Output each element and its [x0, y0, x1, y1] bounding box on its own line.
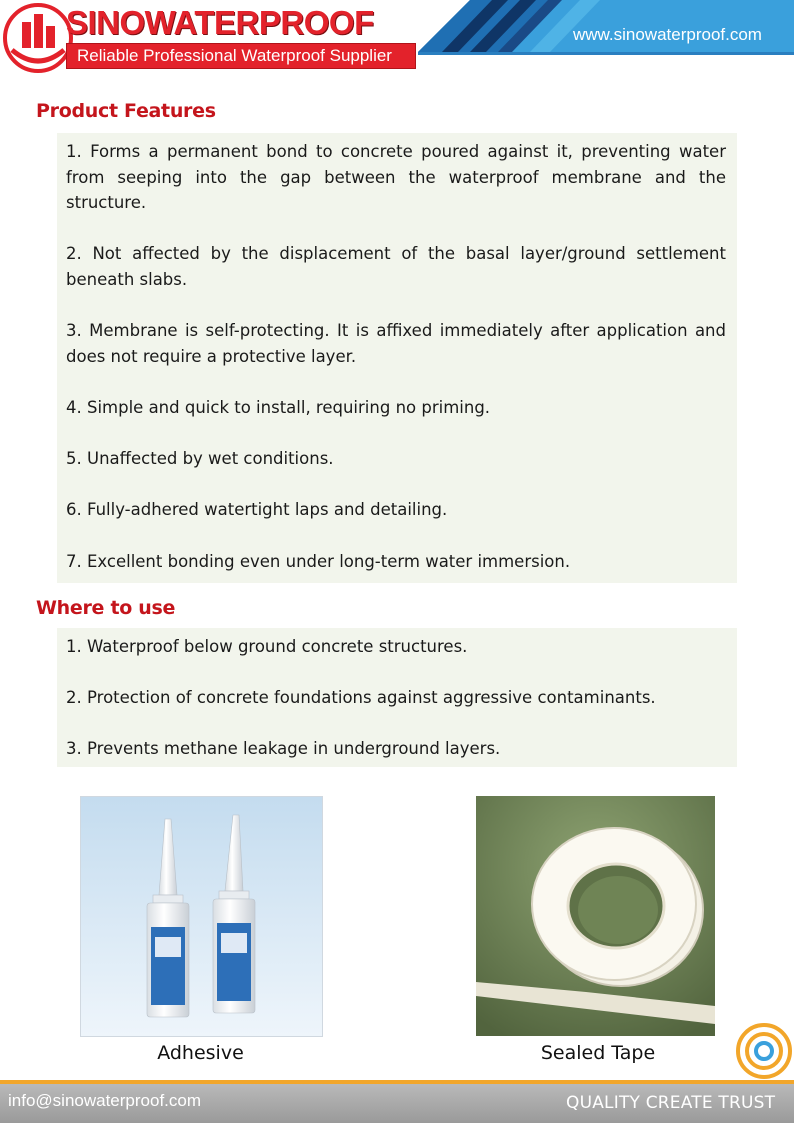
feature-item: 5. Unaffected by wet conditions.: [66, 449, 334, 468]
footer-slogan: QUALITY CREATE TRUST: [566, 1093, 776, 1113]
features-heading: Product Features: [36, 100, 216, 122]
usage-item: 2. Protection of concrete foundations against aggressive contaminants.: [66, 688, 656, 707]
usage-heading: Where to use: [36, 597, 176, 619]
footer-target-icon: [735, 1022, 793, 1084]
usage-item: 1. Waterproof below ground concrete structures.: [66, 637, 468, 656]
page-header: [0, 0, 794, 80]
adhesive-caption: Adhesive: [157, 1042, 244, 1064]
tagline-banner: [66, 43, 416, 69]
usage-item: 3. Prevents methane leakage in underground layers.: [66, 739, 501, 758]
feature-item: 4. Simple and quick to install, requiring no priming.: [66, 398, 491, 417]
website-link[interactable]: www.sinowaterproof.com: [573, 25, 762, 44]
feature-item: 6. Fully-adhered watertight laps and detailing.: [66, 500, 448, 519]
company-logo-icon: [2, 2, 74, 74]
brand-tagline: Reliable Professional Waterproof Supplier: [77, 46, 392, 65]
sealed-tape-photo: [476, 796, 715, 1036]
brand-name: SINOWATERPROOF: [66, 4, 374, 41]
feature-item: 1. Forms a permanent bond to concrete poured against it, preventing water from seeping into the gap between the waterproof membrane and the structure.: [66, 142, 726, 212]
sealed-tape-caption: Sealed Tape: [540, 1042, 656, 1064]
footer-email-link[interactable]: info@sinowaterproof.com: [8, 1091, 202, 1110]
adhesive-photo: [80, 796, 323, 1037]
sealant-cartridges-image: [81, 797, 322, 1036]
tape-roll-image: [476, 796, 715, 1036]
feature-item: 3. Membrane is self-protecting. It is affixed immediately after application and does not require a protective layer.: [66, 321, 726, 366]
feature-item: 7. Excellent bonding even under long-term water immersion.: [66, 552, 571, 571]
feature-item: 2. Not affected by the displacement of the basal layer/ground settlement beneath slabs.: [66, 244, 726, 289]
